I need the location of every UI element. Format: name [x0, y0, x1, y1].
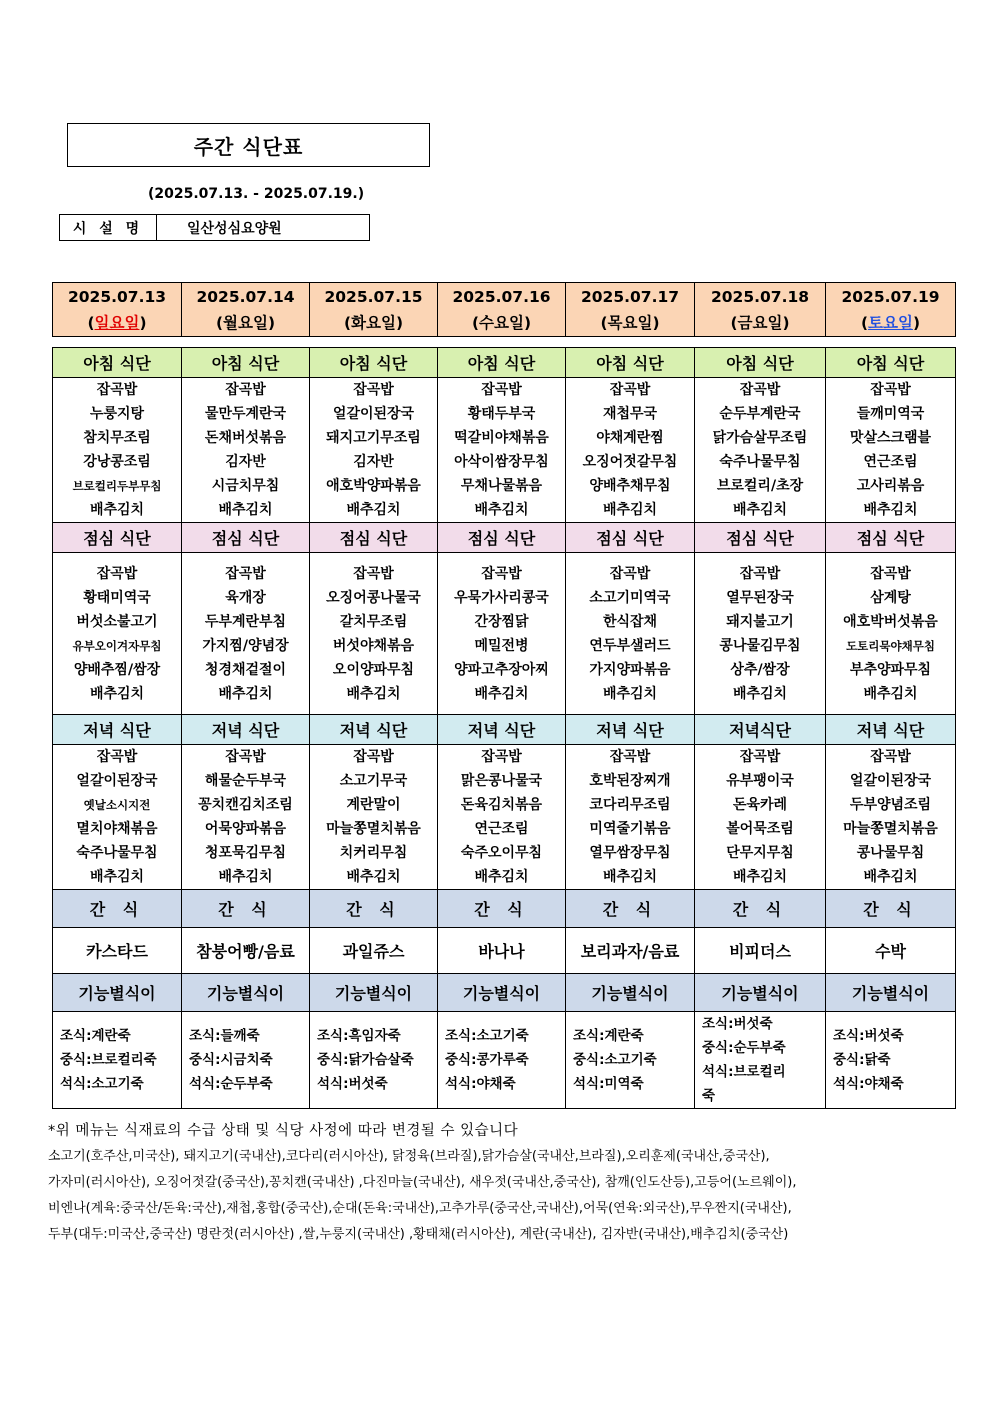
- menu-item: 떡갈비야채볶음: [454, 430, 549, 446]
- meal-header: 점심 식단: [566, 523, 695, 553]
- menu-item: 잡곡밥: [609, 565, 651, 582]
- menu-item: 육개장: [225, 589, 266, 606]
- menu-item: 양배추찜/쌈장: [73, 661, 161, 678]
- menu-item: 잡곡밥: [739, 382, 781, 398]
- menu-item: 재첩무국: [602, 406, 658, 422]
- menu-item: 배추김치: [602, 502, 658, 518]
- meal-cell: [438, 553, 566, 715]
- meal-header: 아침 식단: [310, 348, 438, 378]
- menu-item: 잡곡밥: [353, 749, 394, 765]
- meal-header: 아침 식단: [53, 348, 182, 378]
- menu-item: 잡곡밥: [225, 382, 266, 398]
- menu-item: 배추김치: [732, 685, 788, 702]
- menu-item: 메밀전병: [474, 637, 529, 654]
- menu-item: 우묵가사리콩국: [454, 589, 549, 606]
- functional-cell: [310, 1012, 438, 1109]
- weekly-menu-table: [52, 282, 956, 1109]
- menu-item: 맛살스크램블: [849, 430, 932, 446]
- origin-line: 두부(대두:미국산,중국산) 명란젓(러시아산) ,쌀,누룽지(국내산) ,황태채(러시아산), 계란(국내산), 김자반(국내산),배추김치(중국산): [48, 1227, 789, 1242]
- functional-item: 석식:야채죽: [445, 1076, 516, 1092]
- functional-item: 조식:버섯죽: [702, 1016, 773, 1032]
- meal-header: 아침 식단: [826, 348, 956, 378]
- menu-item: 코다리무조림: [589, 797, 671, 813]
- menu-item: 무채나물볶음: [460, 478, 543, 494]
- menu-item: 들깨미역국: [856, 406, 925, 422]
- functional-item: 석식:브로컬리: [702, 1064, 786, 1080]
- menu-item: 배추김치: [732, 869, 788, 885]
- menu-item: 잡곡밥: [225, 565, 266, 582]
- meal-header: 점심 식단: [826, 523, 956, 553]
- meal-cell: [566, 745, 695, 890]
- meal-cell: [826, 745, 956, 890]
- day-date: 2025.07.18: [710, 287, 810, 306]
- meal-header: 기능별식이: [182, 974, 310, 1012]
- functional-header-row: [53, 974, 956, 1012]
- menu-item: 숙주오이무침: [460, 845, 543, 861]
- menu-item: 돼지고기무조림: [326, 430, 421, 446]
- snack-cell: 비피더스: [695, 928, 826, 974]
- functional-cell: [53, 1012, 182, 1109]
- functional-item: 조식:버섯죽: [833, 1028, 904, 1044]
- meal-header: 저녁식단: [695, 715, 826, 745]
- facility-label: 시 설 명: [60, 215, 157, 240]
- menu-item: 황태미역국: [83, 589, 151, 606]
- meal-cell: [695, 553, 826, 715]
- snack-header-row: [53, 890, 956, 928]
- meal-cell: [53, 553, 182, 715]
- functional-item: 중식:시금치죽: [189, 1052, 273, 1068]
- menu-item: 잡곡밥: [481, 382, 522, 398]
- menu-item: 상추/쌈장: [730, 661, 790, 678]
- menu-item: 두부계란부침: [204, 613, 287, 630]
- meal-header: 점심 식단: [53, 523, 182, 553]
- meal-header: 기능별식이: [53, 974, 182, 1012]
- day-date: 2025.07.15: [324, 287, 423, 306]
- menu-item: 잡곡밥: [870, 382, 911, 398]
- lunch-header-row: [53, 523, 956, 553]
- menu-item: 물만두계란국: [204, 406, 287, 422]
- menu-item: 잡곡밥: [739, 565, 781, 582]
- menu-item: 잡곡밥: [481, 749, 522, 765]
- menu-item: 청포묵김무침: [204, 845, 287, 861]
- meal-header: 기능별식이: [310, 974, 438, 1012]
- menu-item: 잡곡밥: [870, 565, 911, 582]
- day-header: [438, 283, 566, 337]
- menu-item: 오이양파무침: [332, 661, 415, 678]
- menu-item: 배추김치: [218, 869, 273, 885]
- day-name-wrap: (화요일): [343, 313, 404, 332]
- menu-item: 돈채버섯볶음: [204, 430, 287, 446]
- functional-item: 조식:계란죽: [573, 1028, 644, 1044]
- meal-cell: [53, 378, 182, 523]
- day-name: 일요일: [94, 313, 140, 332]
- facility-name: 일산성심요양원: [187, 220, 282, 237]
- menu-item: 김자반: [353, 454, 394, 470]
- meal-header: 저녁 식단: [310, 715, 438, 745]
- menu-item: 계란말이: [346, 797, 401, 813]
- menu-item: 잡곡밥: [739, 749, 781, 765]
- menu-item: 호박된장찌개: [589, 773, 671, 789]
- functional-item: 중식:브로컬리죽: [60, 1052, 157, 1068]
- menu-item: 브로컬리두부무침: [72, 479, 162, 493]
- functional-cell: [695, 1012, 826, 1109]
- menu-item: 콩나물무침: [856, 845, 925, 861]
- menu-item: 치커리무침: [339, 845, 408, 861]
- day-header: [310, 283, 438, 337]
- menu-item: 배추김치: [474, 502, 529, 518]
- menu-item: 열무쌈장무침: [589, 845, 671, 861]
- menu-item: 배추김치: [89, 502, 145, 518]
- menu-item: 양배추채무침: [589, 478, 671, 494]
- menu-item: 어묵양파볶음: [204, 821, 287, 837]
- meal-cell: [182, 553, 310, 715]
- menu-item: 옛날소시지전: [83, 798, 151, 812]
- menu-item: 도토리묵야채무침: [846, 638, 935, 653]
- functional-item: 석식:버섯죽: [317, 1076, 388, 1092]
- day-name: 목요일: [607, 313, 653, 332]
- meal-header: 저녁 식단: [566, 715, 695, 745]
- meal-header: 점심 식단: [438, 523, 566, 553]
- menu-item: 청경채겉절이: [204, 661, 287, 678]
- menu-item: 누룽지탕: [89, 406, 145, 422]
- breakfast-row: [53, 378, 956, 523]
- menu-item: 단무지무침: [726, 845, 794, 861]
- menu-item: 김자반: [225, 454, 266, 470]
- day-name-wrap: (목요일): [600, 313, 660, 332]
- menu-item: 배추김치: [346, 502, 401, 518]
- menu-item: 연근조림: [474, 821, 529, 837]
- menu-item: 마늘쫑멸치볶음: [843, 821, 938, 837]
- day-name: 수요일: [479, 313, 524, 332]
- menu-item: 가지찜/양념장: [202, 637, 289, 654]
- menu-item: 배추김치: [602, 685, 658, 702]
- functional-cell: [566, 1012, 695, 1109]
- menu-item: 강낭콩조림: [83, 454, 151, 470]
- menu-item: 얼갈이된장국: [332, 406, 415, 422]
- meal-cell: [826, 553, 956, 715]
- menu-item: 맑은콩나물국: [460, 773, 543, 789]
- meal-header: 저녁 식단: [826, 715, 956, 745]
- notes-section: [48, 1118, 968, 1248]
- meal-header: 기능별식이: [826, 974, 956, 1012]
- day-header: [182, 283, 310, 337]
- meal-cell: [182, 378, 310, 523]
- meal-cell: [695, 745, 826, 890]
- spacer-row: [53, 337, 956, 348]
- meal-header: 간 식: [695, 890, 826, 928]
- meal-header: 간 식: [826, 890, 956, 928]
- menu-item: 소고기무국: [339, 773, 408, 789]
- day-date: 2025.07.13: [67, 287, 167, 306]
- meal-cell: [826, 378, 956, 523]
- meal-header: 저녁 식단: [53, 715, 182, 745]
- menu-item: 부추양파무침: [849, 661, 932, 678]
- menu-item: 잡곡밥: [225, 749, 266, 765]
- day-name-wrap: (토요일): [860, 313, 921, 332]
- snack-cell: 참붕어빵/음료: [182, 928, 310, 974]
- meal-cell: [566, 378, 695, 523]
- day-date: 2025.07.14: [196, 287, 295, 306]
- notes-disclaimer: *위 메뉴는 식재료의 수급 상태 및 식당 사정에 따라 변경될 수 있습니다: [48, 1123, 519, 1139]
- menu-item: 간장찜닭: [474, 613, 529, 630]
- day-name-wrap: (수요일): [471, 313, 532, 332]
- menu-item: 야채계란찜: [596, 430, 664, 446]
- menu-item: 잡곡밥: [96, 382, 138, 398]
- meal-header: 기능별식이: [566, 974, 695, 1012]
- meal-header: 아침 식단: [566, 348, 695, 378]
- menu-item: 얼갈이된장국: [76, 773, 158, 789]
- menu-item: 잡곡밥: [96, 565, 138, 582]
- menu-item: 가지양파볶음: [589, 661, 671, 678]
- meal-header: 저녁 식단: [438, 715, 566, 745]
- functional-item: 중식:닭가슴살죽: [317, 1052, 414, 1068]
- menu-item: 배추김치: [346, 869, 401, 885]
- meal-header: 간 식: [438, 890, 566, 928]
- meal-cell: [182, 745, 310, 890]
- meal-cell: [438, 745, 566, 890]
- snack-cell: 보리과자/음료: [566, 928, 695, 974]
- day-date: 2025.07.19: [841, 287, 940, 306]
- meal-cell: [310, 745, 438, 890]
- menu-item: 꽁치캔김치조림: [198, 797, 293, 813]
- functional-item: 중식:순두부죽: [702, 1040, 786, 1056]
- menu-item: 오징어콩나물국: [326, 589, 421, 606]
- meal-cell: [566, 553, 695, 715]
- menu-item: 배추김치: [863, 502, 918, 518]
- dinner-header-row: [53, 715, 956, 745]
- meal-header: 점심 식단: [182, 523, 310, 553]
- menu-item: 해물순두부국: [204, 773, 287, 789]
- meal-header: 기능별식이: [695, 974, 826, 1012]
- meal-header: 기능별식이: [438, 974, 566, 1012]
- menu-item: 돼지불고기: [726, 613, 794, 630]
- functional-cell: [826, 1012, 956, 1109]
- spacer-cell: [53, 337, 956, 348]
- menu-item: 미역줄기볶음: [589, 821, 671, 837]
- menu-item: 양파고추장아찌: [454, 661, 549, 678]
- day-header: [566, 283, 695, 337]
- functional-item: 죽: [702, 1088, 716, 1104]
- menu-item: 오징어젓갈무침: [582, 454, 678, 470]
- menu-item: 한식잡채: [602, 613, 658, 630]
- menu-item: 잡곡밥: [870, 749, 911, 765]
- menu-item: 배추김치: [474, 685, 529, 702]
- functional-item: 석식:미역죽: [573, 1076, 644, 1092]
- menu-item: 갈치무조림: [339, 613, 408, 630]
- functional-item: 중식:소고기죽: [573, 1052, 657, 1068]
- menu-item: 배추김치: [346, 685, 401, 702]
- menu-item: 아삭이쌈장무침: [454, 454, 549, 470]
- menu-item: 배추김치: [89, 869, 145, 885]
- menu-item: 고사리볶음: [856, 478, 925, 494]
- menu-item: 잡곡밥: [353, 382, 394, 398]
- meal-cell: [310, 378, 438, 523]
- meal-header: 간 식: [310, 890, 438, 928]
- day-name-wrap: (금요일): [730, 313, 790, 332]
- menu-item: 유부팽이국: [726, 773, 794, 789]
- facility-box: [59, 214, 370, 241]
- origin-line: 가자미(러시아산), 오징어젓갈(중국산),꽁치캔(국내산) ,다진마늘(국내산), 새우젓(국내산,중국산), 참깨(인도산등),고등어(노르웨이),: [48, 1175, 797, 1190]
- meal-cell: [695, 378, 826, 523]
- menu-item: 잡곡밥: [353, 565, 394, 582]
- menu-item: 연근조림: [863, 454, 918, 470]
- menu-item: 참치무조림: [83, 430, 151, 446]
- menu-item: 볼어묵조림: [726, 821, 794, 837]
- day-name: 월요일: [223, 313, 268, 332]
- menu-item: 순두부계란국: [719, 406, 801, 422]
- day-name: 토요일: [868, 313, 913, 332]
- menu-item: 배추김치: [732, 502, 788, 518]
- menu-item: 소고기미역국: [589, 589, 671, 606]
- date-row: [53, 283, 956, 337]
- day-name-wrap: (월요일): [215, 313, 276, 332]
- functional-item: 석식:야채죽: [833, 1076, 904, 1092]
- meal-header: 아침 식단: [695, 348, 826, 378]
- menu-item: 배추김치: [218, 502, 273, 518]
- menu-item: 얼갈이된장국: [849, 773, 932, 789]
- menu-item: 두부양념조림: [849, 797, 932, 813]
- menu-item: 배추김치: [218, 685, 273, 702]
- menu-item: 배추김치: [863, 869, 918, 885]
- menu-item: 배추김치: [863, 685, 918, 702]
- origin-line: 비엔나(계육:중국산/돈육:국산),재첩,홍합(중국산),순대(돈육:국내산),고추가루(중국산,국내산),어묵(연육:외국산),무우짠지(국내산),: [48, 1201, 792, 1216]
- menu-item: 유부오이겨자무침: [72, 638, 162, 653]
- snack-cell: 바나나: [438, 928, 566, 974]
- menu-item: 돈육김치볶음: [460, 797, 543, 813]
- menu-item: 황태두부국: [467, 406, 536, 422]
- menu-item: 마늘쫑멸치볶음: [326, 821, 421, 837]
- functional-item: 조식:들깨죽: [189, 1028, 260, 1044]
- menu-item: 숙주나물무침: [76, 845, 158, 861]
- menu-item: 잡곡밥: [96, 749, 138, 765]
- day-date: 2025.07.16: [452, 287, 551, 306]
- origin-line: 소고기(호주산,미국산), 돼지고기(국내산),코다리(러시아산), 닭정육(브라질),닭가슴살(국내산,브라질),오리훈제(국내산,중국산),: [48, 1149, 770, 1164]
- menu-item: 애호박버섯볶음: [843, 613, 938, 630]
- menu-item: 닭가슴살무조림: [712, 430, 808, 446]
- meal-header: 간 식: [182, 890, 310, 928]
- breakfast-header-row: [53, 348, 956, 378]
- meal-header: 아침 식단: [438, 348, 566, 378]
- day-header: [826, 283, 956, 337]
- menu-item: 버섯야채볶음: [332, 637, 415, 654]
- menu-item: 브로컬리/초장: [716, 478, 804, 494]
- menu-item: 콩나물김무침: [719, 637, 801, 654]
- functional-row: [53, 1012, 956, 1109]
- page-title: 주간 식단표: [67, 123, 430, 167]
- functional-item: 조식:계란죽: [60, 1028, 131, 1044]
- meal-header: 점심 식단: [695, 523, 826, 553]
- menu-item: 시금치무침: [211, 478, 280, 494]
- functional-item: 석식:순두부죽: [189, 1076, 273, 1092]
- meal-header: 점심 식단: [310, 523, 438, 553]
- day-date: 2025.07.17: [580, 287, 680, 306]
- menu-item: 배추김치: [474, 869, 529, 885]
- snack-row: [53, 928, 956, 974]
- day-header: [695, 283, 826, 337]
- meal-cell: [53, 745, 182, 890]
- menu-item: 삼계탕: [870, 589, 911, 606]
- menu-item: 숙주나물무침: [719, 454, 801, 470]
- menu-item: 멸치야채볶음: [76, 821, 158, 837]
- day-name: 금요일: [737, 313, 783, 332]
- meal-header: 저녁 식단: [182, 715, 310, 745]
- menu-item: 잡곡밥: [609, 382, 651, 398]
- menu-item: 애호박양파볶음: [326, 478, 421, 494]
- functional-cell: [438, 1012, 566, 1109]
- snack-cell: 카스타드: [53, 928, 182, 974]
- menu-item: 잡곡밥: [481, 565, 522, 582]
- meal-header: 간 식: [566, 890, 695, 928]
- snack-cell: 과일쥬스: [310, 928, 438, 974]
- menu-item: 잡곡밥: [609, 749, 651, 765]
- menu-period: (2025.07.13. - 2025.07.19.): [148, 186, 365, 202]
- snack-cell: 수박: [826, 928, 956, 974]
- day-name: 화요일: [351, 313, 396, 332]
- day-name-wrap: (일요일): [87, 313, 147, 332]
- menu-item: 배추김치: [89, 685, 145, 702]
- menu-item: 연두부샐러드: [589, 637, 671, 654]
- menu-item: 돈육카레: [732, 797, 788, 813]
- functional-cell: [182, 1012, 310, 1109]
- meal-header: 아침 식단: [182, 348, 310, 378]
- lunch-row: [53, 553, 956, 715]
- functional-item: 중식:콩가루죽: [445, 1052, 529, 1068]
- day-header: [53, 283, 182, 337]
- menu-item: 버섯소불고기: [76, 613, 158, 630]
- functional-item: 조식:흑임자죽: [317, 1028, 401, 1044]
- functional-item: 조식:소고기죽: [445, 1028, 529, 1044]
- menu-item: 열무된장국: [726, 589, 794, 606]
- meal-cell: [438, 378, 566, 523]
- meal-cell: [310, 553, 438, 715]
- functional-item: 석식:소고기죽: [60, 1076, 144, 1092]
- meal-header: 간 식: [53, 890, 182, 928]
- functional-item: 중식:닭죽: [833, 1052, 891, 1068]
- dinner-row: [53, 745, 956, 890]
- menu-item: 배추김치: [602, 869, 658, 885]
